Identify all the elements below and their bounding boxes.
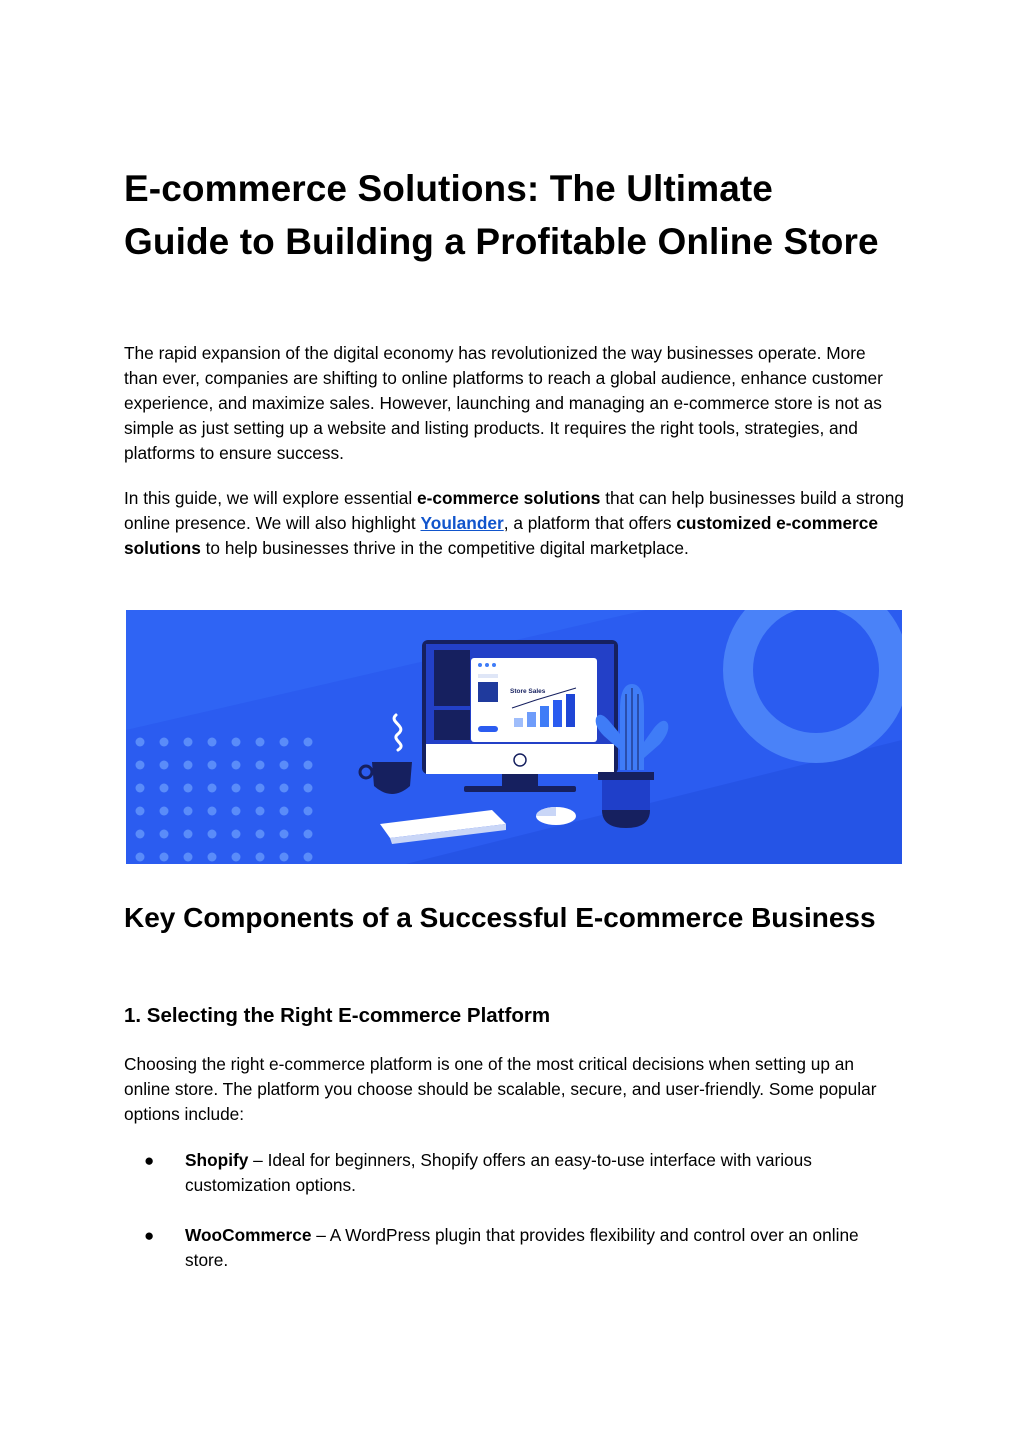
hero-dot xyxy=(280,761,289,770)
bullet-icon: ● xyxy=(144,1226,155,1245)
hero-dot xyxy=(256,830,265,839)
hero-dot xyxy=(208,830,217,839)
option-name: WooCommerce xyxy=(185,1225,312,1245)
window-dot-3 xyxy=(492,663,496,667)
bullet-icon: ● xyxy=(144,1151,155,1170)
hero-dot xyxy=(304,830,313,839)
hero-dot xyxy=(136,853,145,862)
option-description: – A WordPress plugin that provides flexibility and control over an online store. xyxy=(185,1225,859,1270)
hero-dot xyxy=(136,830,145,839)
hero-dot xyxy=(184,853,193,862)
section-heading: Key Components of a Successful E-commerce Business xyxy=(124,902,876,933)
hero-dot xyxy=(160,830,169,839)
hero-dot xyxy=(256,738,265,747)
bar-1 xyxy=(514,718,523,727)
bar-2 xyxy=(527,712,536,727)
hero-dot xyxy=(232,853,241,862)
monitor-panel-left xyxy=(434,650,470,706)
intro-paragraph: The rapid expansion of the digital economy has revolutionized the way businesses operate. More than ever, companies are shifting to online platforms to reach a global audience, enhance customer experience, and maximize sales. However, launching and managing an e-commerce store is not as simple as just setting up a website and listing products. It requires the right tools, strategies, and platforms to ensure success. xyxy=(124,343,883,463)
hero-dot xyxy=(232,807,241,816)
hero-dot xyxy=(136,761,145,770)
hero-dot xyxy=(256,761,265,770)
hero-dot xyxy=(256,807,265,816)
monitor-neck xyxy=(502,774,538,788)
hero-dot xyxy=(232,830,241,839)
hero-dot xyxy=(304,761,313,770)
hero-dot xyxy=(208,853,217,862)
hero-dot xyxy=(280,807,289,816)
monitor-chin xyxy=(426,744,614,774)
hero-dot xyxy=(160,784,169,793)
hero-dot xyxy=(280,738,289,747)
guide-text-1: In this guide, we will explore essential xyxy=(124,488,417,508)
hero-dot xyxy=(136,807,145,816)
hero-dot xyxy=(136,738,145,747)
window-button xyxy=(478,726,498,732)
hero-dot xyxy=(280,784,289,793)
hero-dot xyxy=(160,853,169,862)
hero-dot xyxy=(280,853,289,862)
guide-text-2: that can help businesses build a strong online presence. We will also highlight xyxy=(124,488,904,533)
hero-dot xyxy=(208,784,217,793)
guide-text-4: to help businesses thrive in the competitive digital marketplace. xyxy=(200,538,689,558)
hero-dot xyxy=(232,761,241,770)
bar-3 xyxy=(540,706,549,727)
hero-illustration xyxy=(126,610,902,864)
hero-dot xyxy=(280,830,289,839)
hero-dot xyxy=(160,807,169,816)
store-logo-icon xyxy=(478,682,498,702)
window-dot-1 xyxy=(478,663,482,667)
pot-rim xyxy=(598,772,654,780)
section-intro: Choosing the right e-commerce platform is one of the most critical decisions when setting up an online store. The platform you choose should be scalable, secure, and user-friendly. Some popular options include: xyxy=(124,1054,877,1124)
page-title: E-commerce Solutions: The Ultimate Guide to Building a Profitable Online Store xyxy=(124,168,879,262)
window-dot-2 xyxy=(485,663,489,667)
hero-dot xyxy=(304,738,313,747)
hero-dot xyxy=(184,784,193,793)
guide-bold-customized-solutions: customized e-commerce solutions xyxy=(124,513,879,558)
hero-dot xyxy=(160,761,169,770)
hero-dot xyxy=(232,784,241,793)
subsection-heading: 1. Selecting the Right E-commerce Platform xyxy=(124,1004,551,1027)
hero-dot xyxy=(208,807,217,816)
hero-dot xyxy=(304,853,313,862)
option-name: Shopify xyxy=(185,1150,249,1170)
hero-dot xyxy=(304,784,313,793)
guide-text-3: , a platform that offers xyxy=(503,513,677,533)
hero-dot xyxy=(184,761,193,770)
hero-dot xyxy=(208,738,217,747)
hero-dot xyxy=(304,807,313,816)
guide-paragraph xyxy=(124,486,904,561)
bar-5 xyxy=(566,694,575,727)
monitor-stand xyxy=(464,786,576,792)
hero-dot xyxy=(184,807,193,816)
option-description: – Ideal for beginners, Shopify offers an easy-to-use interface with various customization options. xyxy=(185,1150,812,1195)
youlander-link[interactable]: Youlander xyxy=(420,513,504,533)
hero-dot xyxy=(160,738,169,747)
hero-dot xyxy=(136,784,145,793)
hero-dot xyxy=(256,784,265,793)
hero-dot xyxy=(232,738,241,747)
chart-label: Store Sales xyxy=(510,688,546,695)
monitor-panel-left-2 xyxy=(434,710,470,740)
hero-dot xyxy=(208,761,217,770)
hero-dot xyxy=(256,853,265,862)
bar-4 xyxy=(553,700,562,727)
hero-dot xyxy=(184,738,193,747)
hero-dot xyxy=(184,830,193,839)
window-toolbar xyxy=(478,674,498,678)
guide-bold-ecommerce-solutions: e-commerce solutions xyxy=(416,488,601,508)
